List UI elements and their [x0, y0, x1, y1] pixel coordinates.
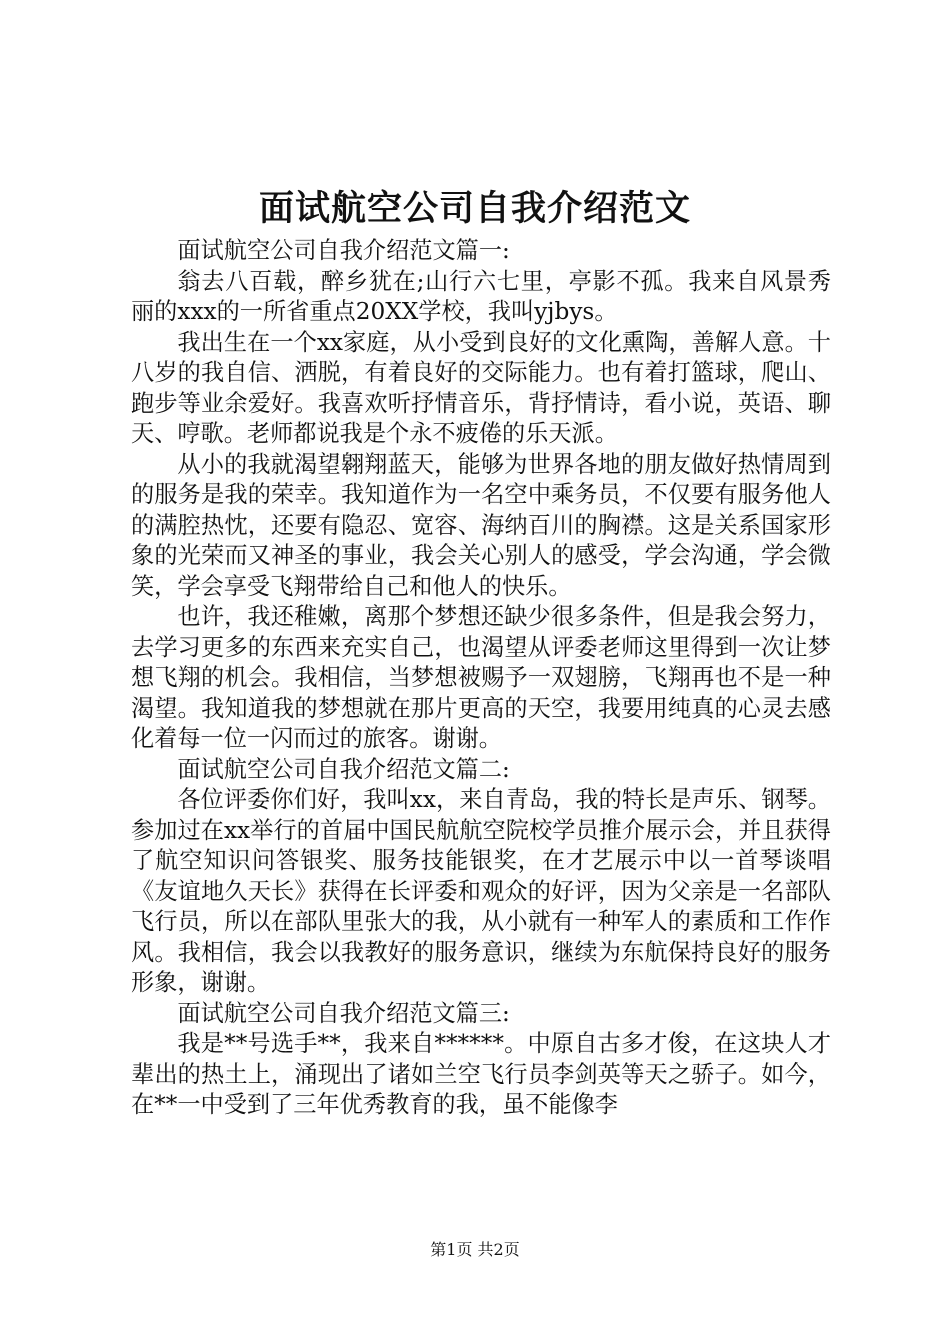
paragraph-2: 我出生在一个xx家庭，从小受到良好的文化熏陶，善解人意。十八岁的我自信、洒脱，有着良好的交际能力。也有着打篮球，爬山、跑步等业余爱好。我喜欢听抒情音乐，背抒情诗，看小说，英语、聊天、哼歌。老师都说我是个永不疲倦的乐天派。	[131, 328, 831, 447]
paragraph-6: 我是**号选手**，我来自******。中原自古多才俊，在这块人才辈出的热土上，涌现出了诸如兰空飞行员李剑英等天之骄子。如今，在**一中受到了三年优秀教育的我，虽不能像李	[131, 1030, 831, 1118]
section-heading-3: 面试航空公司自我介绍范文篇三:	[177, 999, 510, 1027]
paragraph-5: 各位评委你们好，我叫xx，来自青岛，我的特长是声乐、钢琴。参加过在xx举行的首届中国民航航空院校学员推介展示会，并且获得了航空知识问答银奖、服务技能银奖，在才艺展示中以一首琴谈唱《友谊地久天长》获得在长评委和观众的好评，因为父亲是一名部队飞行员，所以在部队里张大的我，从小就有一种军人的素质和工作作风。我相信，我会以我教好的服务意识，继续为东航保持良好的服务形象，谢谢。	[131, 786, 831, 996]
page-number-footer: 第1页 共2页	[430, 1240, 520, 1259]
document-title: 面试航空公司自我介绍范文	[258, 188, 691, 229]
document-body	[131, 236, 831, 1121]
paragraph-4: 也许，我还稚嫩，离那个梦想还缺少很多条件，但是我会努力，去学习更多的东西来充实自己，也渴望从评委老师这里得到一次让梦想飞翔的机会。我相信，当梦想被赐予一双翅膀，飞翔再也不是一种渴望。我知道我的梦想就在那片更高的天空，我要用纯真的心灵去感化着每一位一闪而过的旅客。谢谢。	[131, 603, 831, 752]
paragraph-1: 翁去八百载，醉乡犹在;山行六七里，亭影不孤。我来自风景秀丽的xxx的一所省重点20XX学校，我叫yjbys。	[131, 267, 831, 325]
section-heading-2: 面试航空公司自我介绍范文篇二:	[177, 755, 510, 783]
paragraph-3: 从小的我就渴望翱翔蓝天，能够为世界各地的朋友做好热情周到的服务是我的荣幸。我知道作为一名空中乘务员，不仅要有服务他人的满腔热忱，还要有隐忍、宽容、海纳百川的胸襟。这是关系国家形象的光荣而又神圣的事业，我会关心别人的感受，学会沟通，学会微笑，学会享受飞翔带给自己和他人的快乐。	[131, 450, 831, 600]
section-heading-1: 面试航空公司自我介绍范文篇一:	[177, 237, 510, 264]
